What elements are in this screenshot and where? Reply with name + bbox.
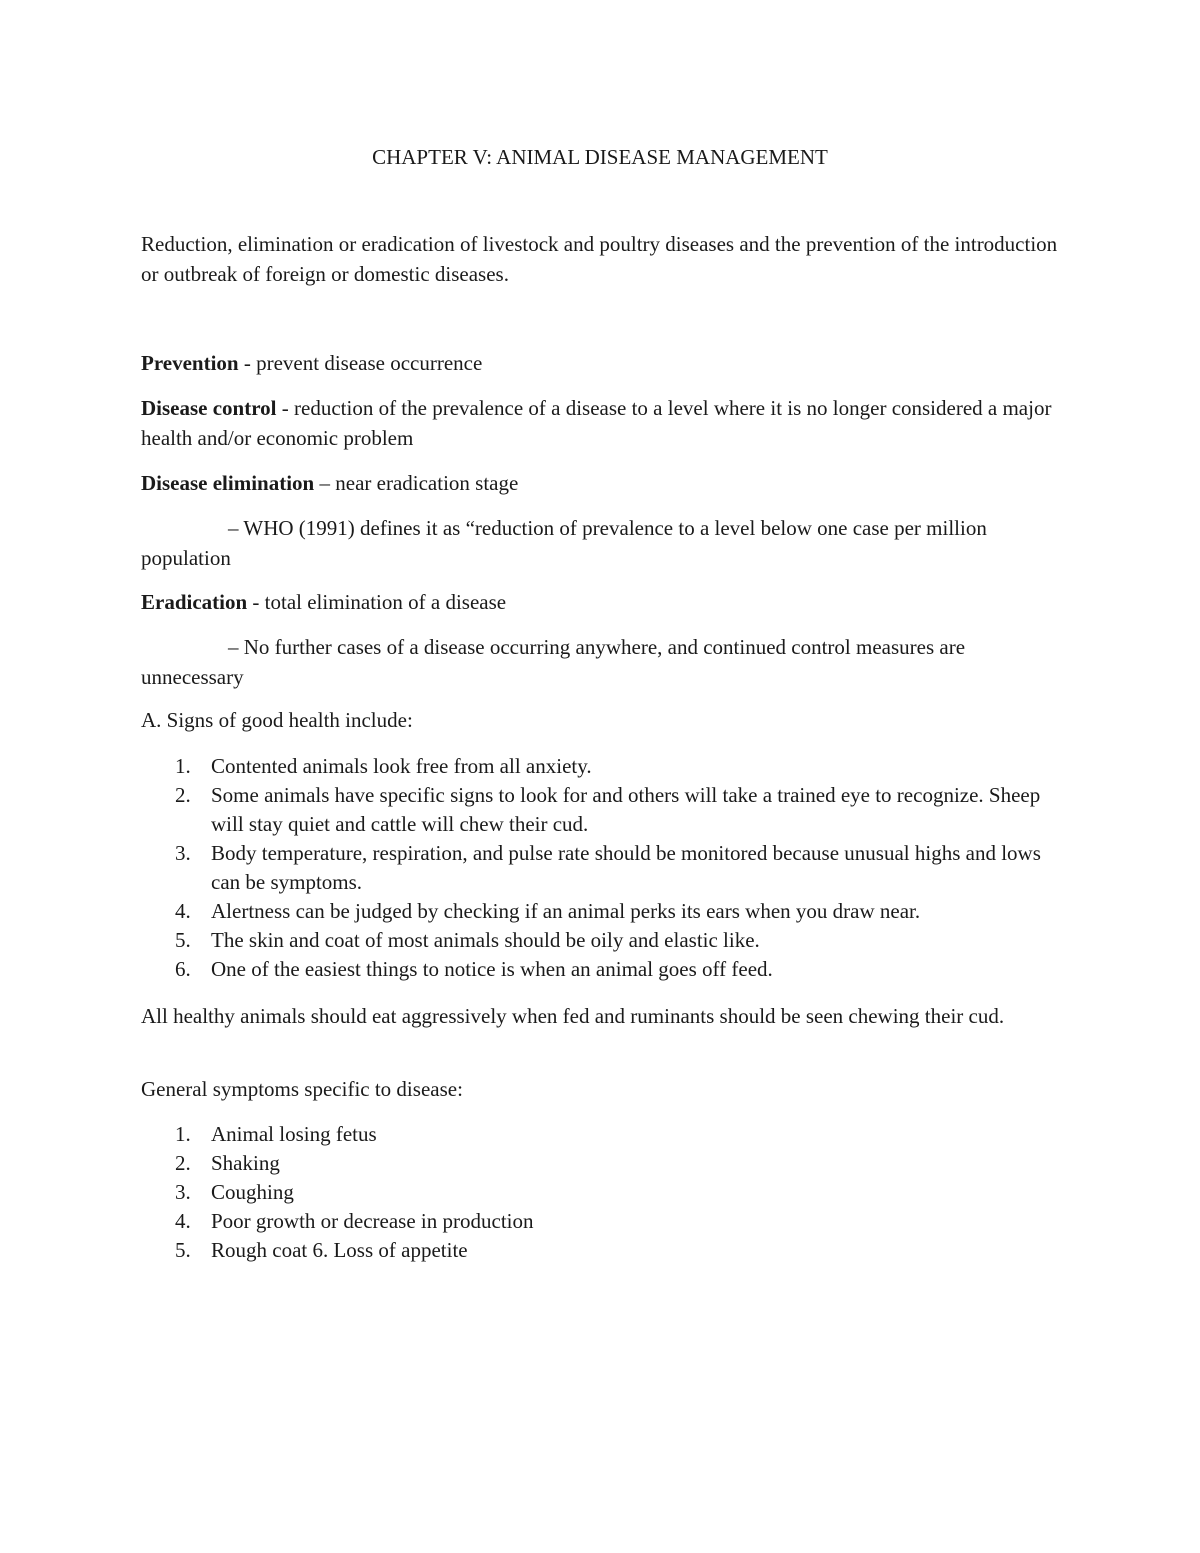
- signs-heading: A. Signs of good health include:: [141, 708, 413, 732]
- list-item: 6. One of the easiest things to notice is when an animal goes off feed.: [175, 957, 773, 981]
- list-item: 5. Rough coat 6. Loss of appetite: [175, 1238, 468, 1262]
- list-item: 4. Poor growth or decrease in production: [175, 1209, 534, 1233]
- term-disease-elimination: Disease elimination: [141, 471, 315, 495]
- signs-list: [141, 752, 1061, 984]
- elimination-note: [141, 514, 1061, 573]
- definition-disease-elimination-text: – near eradication stage: [314, 471, 519, 495]
- definition-disease-elimination: [141, 469, 1061, 499]
- list-item: 5. The skin and coat of most animals should be oily and elastic like.: [175, 928, 760, 952]
- definition-eradication-text: - total elimination of a disease: [247, 590, 507, 614]
- definition-eradication: [141, 588, 1061, 618]
- eradication-note: [141, 633, 1061, 692]
- list-item: 4. Alertness can be judged by checking if an animal perks its ears when you draw near.: [175, 899, 921, 923]
- list-item: 2. Shaking: [175, 1151, 280, 1175]
- symptoms-heading: General symptoms specific to disease:: [141, 1077, 463, 1101]
- term-prevention: Prevention: [141, 351, 239, 375]
- intro-paragraph: Reduction, elimination or eradication of livestock and poultry diseases and the prevention of the introduction or outbreak of foreign or domestic diseases.: [141, 232, 1058, 286]
- definition-prevention-text: - prevent disease occurrence: [238, 351, 483, 375]
- list-item: 3. Coughing: [175, 1180, 294, 1204]
- list-item: 1. Contented animals look free from all anxiety.: [175, 754, 592, 778]
- list-item: 2. Some animals have specific signs to look for and others will take a trained eye to recognize. Sheep will stay quiet and cattle will chew their cud.: [175, 783, 1041, 836]
- term-disease-control: Disease control: [141, 396, 277, 420]
- symptoms-list: [141, 1120, 1061, 1265]
- elimination-note-text: – WHO (1991) defines it as “reduction of prevalence to a level below one case per million population: [141, 516, 987, 570]
- definition-disease-control-text: - reduction of the prevalence of a disease to a level where it is no longer considered a major health and/or economic problem: [141, 396, 1052, 450]
- definition-prevention: [141, 349, 1061, 379]
- healthy-animals-paragraph: All healthy animals should eat aggressively when fed and ruminants should be seen chewing their cud.: [141, 1004, 1005, 1028]
- list-item: 3. Body temperature, respiration, and pulse rate should be monitored because unusual highs and lows can be symptoms.: [175, 841, 1041, 894]
- list-item: 1. Animal losing fetus: [175, 1122, 377, 1146]
- definition-disease-control: [141, 394, 1061, 453]
- term-eradication: Eradication: [141, 590, 248, 614]
- eradication-note-text: – No further cases of a disease occurring anywhere, and continued control measures are unnecessary: [141, 635, 966, 689]
- chapter-title: CHAPTER V: ANIMAL DISEASE MANAGEMENT: [372, 145, 828, 169]
